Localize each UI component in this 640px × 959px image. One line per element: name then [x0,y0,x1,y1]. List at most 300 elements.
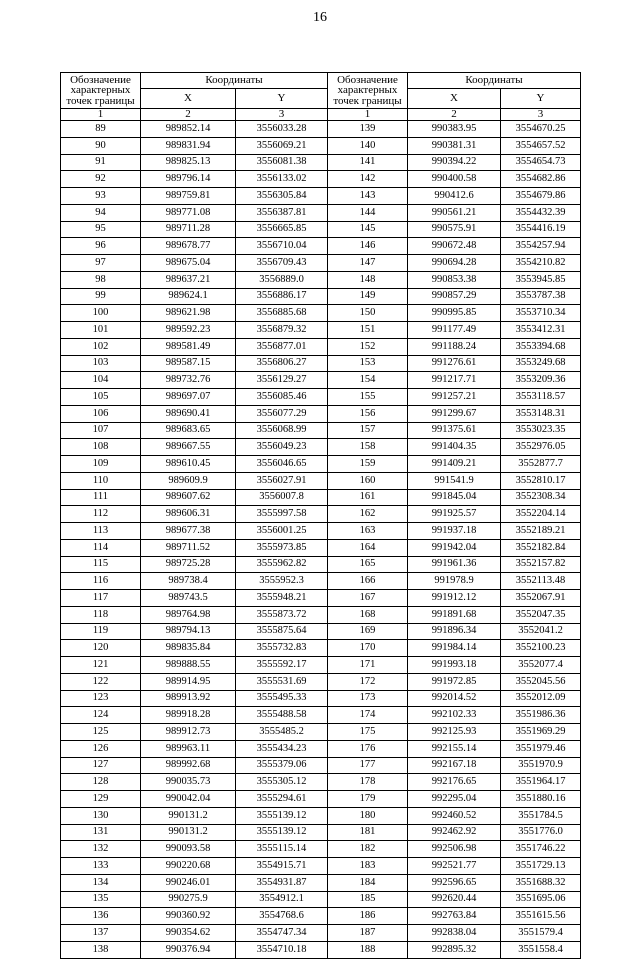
x-coordinate-cell: 989963.11 [141,740,236,757]
x-coordinate-cell: 991404.35 [408,439,501,456]
x-coordinate-cell: 989711.28 [141,221,236,238]
x-coordinate-cell: 989852.14 [141,121,236,138]
point-id-cell: 178 [328,774,408,791]
page-number: 16 [313,10,327,25]
table-row [61,539,581,556]
y-coordinate-cell: 3554257.94 [501,238,581,255]
x-coordinate-cell: 989621.98 [141,305,236,322]
point-id-cell: 99 [61,288,141,305]
table-row [61,925,581,942]
point-id-cell: 106 [61,405,141,422]
point-id-cell: 112 [61,506,141,523]
x-coordinate-cell: 989690.41 [141,405,236,422]
point-id-cell: 148 [328,271,408,288]
point-id-cell: 186 [328,908,408,925]
x-coordinate-cell: 991188.24 [408,338,501,355]
x-coordinate-cell: 989825.13 [141,154,236,171]
y-coordinate-cell: 3553710.34 [501,305,581,322]
point-id-cell: 142 [328,171,408,188]
y-coordinate-cell: 3551558.4 [501,941,581,958]
x-coordinate-cell: 991299.67 [408,405,501,422]
table-row [61,858,581,875]
point-id-cell: 122 [61,673,141,690]
y-coordinate-cell: 3556001.25 [236,523,328,540]
point-id-cell: 91 [61,154,141,171]
x-coordinate-cell: 989835.84 [141,640,236,657]
point-id-cell: 127 [61,757,141,774]
y-coordinate-cell: 3552189.21 [501,523,581,540]
header-x-right: X [408,89,501,109]
x-coordinate-cell: 991942.04 [408,539,501,556]
point-id-cell: 95 [61,221,141,238]
y-coordinate-cell: 3555997.58 [236,506,328,523]
point-id-cell: 137 [61,925,141,942]
point-id-cell: 147 [328,255,408,272]
table-row [61,673,581,690]
x-coordinate-cell: 989581.49 [141,338,236,355]
y-coordinate-cell: 3556889.0 [236,271,328,288]
y-coordinate-cell: 3553118.57 [501,389,581,406]
table-row [61,204,581,221]
point-id-cell: 140 [328,137,408,154]
y-coordinate-cell: 3551964.17 [501,774,581,791]
point-id-cell: 159 [328,456,408,473]
x-coordinate-cell: 989914.95 [141,673,236,690]
x-coordinate-cell: 990376.94 [141,941,236,958]
y-coordinate-cell: 3554912.1 [236,891,328,908]
y-coordinate-cell: 3551688.32 [501,874,581,891]
point-id-cell: 130 [61,807,141,824]
x-coordinate-cell: 990246.01 [141,874,236,891]
y-coordinate-cell: 3555434.23 [236,740,328,757]
y-coordinate-cell: 3554915.71 [236,858,328,875]
y-coordinate-cell: 3556886.17 [236,288,328,305]
x-coordinate-cell: 989683.65 [141,422,236,439]
x-coordinate-cell: 991375.61 [408,422,501,439]
point-id-cell: 109 [61,456,141,473]
y-coordinate-cell: 3551729.13 [501,858,581,875]
y-coordinate-cell: 3553787.38 [501,288,581,305]
header-y-left: Y [236,89,328,109]
point-id-cell: 110 [61,472,141,489]
point-id-cell: 143 [328,188,408,205]
point-id-cell: 129 [61,791,141,808]
point-id-cell: 181 [328,824,408,841]
point-id-cell: 96 [61,238,141,255]
x-coordinate-cell: 992462.92 [408,824,501,841]
x-coordinate-cell: 992014.52 [408,690,501,707]
y-coordinate-cell: 3555592.17 [236,657,328,674]
x-coordinate-cell: 991541.9 [408,472,501,489]
point-id-cell: 128 [61,774,141,791]
x-coordinate-cell: 991177.49 [408,322,501,339]
y-coordinate-cell: 3553148.31 [501,405,581,422]
table-row [61,456,581,473]
table-row [61,774,581,791]
header-y-right: Y [501,89,581,109]
table-row [61,523,581,540]
y-coordinate-cell: 3556387.81 [236,204,328,221]
y-coordinate-cell: 3551776.0 [501,824,581,841]
point-id-cell: 125 [61,724,141,741]
x-coordinate-cell: 990857.29 [408,288,501,305]
point-id-cell: 184 [328,874,408,891]
x-coordinate-cell: 989697.07 [141,389,236,406]
header-point-label-right: Обозначение характерных точек границы [328,73,408,109]
table-row [61,171,581,188]
y-coordinate-cell: 3554682.86 [501,171,581,188]
point-id-cell: 169 [328,623,408,640]
x-coordinate-cell: 990383.95 [408,121,501,138]
table-row [61,422,581,439]
x-coordinate-cell: 990853.38 [408,271,501,288]
y-coordinate-cell: 3553394.68 [501,338,581,355]
table-row [61,807,581,824]
point-id-cell: 185 [328,891,408,908]
y-coordinate-cell: 3556077.29 [236,405,328,422]
point-id-cell: 94 [61,204,141,221]
point-id-cell: 156 [328,405,408,422]
y-coordinate-cell: 3551986.36 [501,707,581,724]
x-coordinate-cell: 992506.98 [408,841,501,858]
point-id-cell: 119 [61,623,141,640]
point-id-cell: 108 [61,439,141,456]
y-coordinate-cell: 3555305.12 [236,774,328,791]
header-col-number: 2 [141,109,236,121]
y-coordinate-cell: 3555495.33 [236,690,328,707]
y-coordinate-cell: 3551746.22 [501,841,581,858]
point-id-cell: 164 [328,539,408,556]
point-id-cell: 174 [328,707,408,724]
point-id-cell: 145 [328,221,408,238]
table-row [61,355,581,372]
x-coordinate-cell: 990354.62 [141,925,236,942]
table-row [61,640,581,657]
y-coordinate-cell: 3551695.06 [501,891,581,908]
y-coordinate-cell: 3554931.87 [236,874,328,891]
table-row [61,389,581,406]
table-row [61,891,581,908]
x-coordinate-cell: 990220.68 [141,858,236,875]
header-coordinates-left: Координаты [141,73,328,89]
point-id-cell: 115 [61,556,141,573]
y-coordinate-cell: 3552182.84 [501,539,581,556]
y-coordinate-cell: 3556709.43 [236,255,328,272]
y-coordinate-cell: 3555962.82 [236,556,328,573]
point-id-cell: 170 [328,640,408,657]
y-coordinate-cell: 3556085.46 [236,389,328,406]
point-id-cell: 121 [61,657,141,674]
y-coordinate-cell: 3552308.34 [501,489,581,506]
y-coordinate-cell: 3552067.91 [501,590,581,607]
y-coordinate-cell: 3556129.27 [236,372,328,389]
table-row [61,305,581,322]
y-coordinate-cell: 3552113.48 [501,573,581,590]
x-coordinate-cell: 991891.68 [408,606,501,623]
y-coordinate-cell: 3554654.73 [501,154,581,171]
x-coordinate-cell: 989888.55 [141,657,236,674]
point-id-cell: 179 [328,791,408,808]
y-coordinate-cell: 3555875.64 [236,623,328,640]
point-id-cell: 149 [328,288,408,305]
point-id-cell: 118 [61,606,141,623]
x-coordinate-cell: 989624.1 [141,288,236,305]
y-coordinate-cell: 3551969.29 [501,724,581,741]
point-id-cell: 182 [328,841,408,858]
x-coordinate-cell: 989764.98 [141,606,236,623]
x-coordinate-cell: 989609.9 [141,472,236,489]
x-coordinate-cell: 990381.31 [408,137,501,154]
point-id-cell: 97 [61,255,141,272]
x-coordinate-cell: 992895.32 [408,941,501,958]
point-id-cell: 155 [328,389,408,406]
y-coordinate-cell: 3556033.28 [236,121,328,138]
x-coordinate-cell: 989794.13 [141,623,236,640]
point-id-cell: 117 [61,590,141,607]
y-coordinate-cell: 3554710.18 [236,941,328,958]
header-point-label-left: Обозначение характерных точек границы [61,73,141,109]
x-coordinate-cell: 990093.58 [141,841,236,858]
y-coordinate-cell: 3553412.31 [501,322,581,339]
x-coordinate-cell: 990394.22 [408,154,501,171]
y-coordinate-cell: 3552077.4 [501,657,581,674]
point-id-cell: 171 [328,657,408,674]
table-row [61,623,581,640]
x-coordinate-cell: 992167.18 [408,757,501,774]
point-id-cell: 113 [61,523,141,540]
table-row [61,791,581,808]
point-id-cell: 161 [328,489,408,506]
x-coordinate-cell: 992295.04 [408,791,501,808]
x-coordinate-cell: 991993.18 [408,657,501,674]
point-id-cell: 89 [61,121,141,138]
x-coordinate-cell: 991912.12 [408,590,501,607]
x-coordinate-cell: 989606.31 [141,506,236,523]
point-id-cell: 146 [328,238,408,255]
y-coordinate-cell: 3556885.68 [236,305,328,322]
x-coordinate-cell: 989913.92 [141,690,236,707]
table-row [61,590,581,607]
y-coordinate-cell: 3551979.46 [501,740,581,757]
y-coordinate-cell: 3556665.85 [236,221,328,238]
y-coordinate-cell: 3553023.35 [501,422,581,439]
point-id-cell: 162 [328,506,408,523]
x-coordinate-cell: 991409.21 [408,456,501,473]
y-coordinate-cell: 3553945.85 [501,271,581,288]
x-coordinate-cell: 991925.57 [408,506,501,523]
y-coordinate-cell: 3551579.4 [501,925,581,942]
point-id-cell: 131 [61,824,141,841]
y-coordinate-cell: 3555485.2 [236,724,328,741]
point-id-cell: 139 [328,121,408,138]
x-coordinate-cell: 989592.23 [141,322,236,339]
point-id-cell: 150 [328,305,408,322]
header-col-number: 2 [408,109,501,121]
table-row [61,238,581,255]
point-id-cell: 141 [328,154,408,171]
table-row [61,824,581,841]
x-coordinate-cell: 989587.15 [141,355,236,372]
point-id-cell: 104 [61,372,141,389]
x-coordinate-cell: 990275.9 [141,891,236,908]
point-id-cell: 172 [328,673,408,690]
table-row [61,740,581,757]
y-coordinate-cell: 3556069.21 [236,137,328,154]
point-id-cell: 103 [61,355,141,372]
x-coordinate-cell: 991972.85 [408,673,501,690]
y-coordinate-cell: 3556081.38 [236,154,328,171]
x-coordinate-cell: 989677.38 [141,523,236,540]
point-id-cell: 136 [61,908,141,925]
x-coordinate-cell: 990672.48 [408,238,501,255]
x-coordinate-cell: 992102.33 [408,707,501,724]
point-id-cell: 151 [328,322,408,339]
table-row [61,121,581,138]
y-coordinate-cell: 3556049.23 [236,439,328,456]
table-row [61,874,581,891]
point-id-cell: 102 [61,338,141,355]
x-coordinate-cell: 991845.04 [408,489,501,506]
x-coordinate-cell: 989831.94 [141,137,236,154]
x-coordinate-cell: 989743.5 [141,590,236,607]
x-coordinate-cell: 991217.71 [408,372,501,389]
point-id-cell: 93 [61,188,141,205]
x-coordinate-cell: 991961.36 [408,556,501,573]
x-coordinate-cell: 990694.28 [408,255,501,272]
x-coordinate-cell: 990400.58 [408,171,501,188]
y-coordinate-cell: 3555294.61 [236,791,328,808]
x-coordinate-cell: 989796.14 [141,171,236,188]
table-row [61,472,581,489]
point-id-cell: 157 [328,422,408,439]
table-row [61,137,581,154]
point-id-cell: 173 [328,690,408,707]
y-coordinate-cell: 3556806.27 [236,355,328,372]
table-row [61,724,581,741]
x-coordinate-cell: 991896.34 [408,623,501,640]
header-col-number: 3 [501,109,581,121]
point-id-cell: 132 [61,841,141,858]
table-row [61,606,581,623]
table-row [61,188,581,205]
x-coordinate-cell: 990575.91 [408,221,501,238]
x-coordinate-cell: 989918.28 [141,707,236,724]
y-coordinate-cell: 3555139.12 [236,824,328,841]
x-coordinate-cell: 989992.68 [141,757,236,774]
table-row [61,338,581,355]
table-row [61,690,581,707]
point-id-cell: 187 [328,925,408,942]
coordinates-table [60,72,581,959]
point-id-cell: 167 [328,590,408,607]
point-id-cell: 183 [328,858,408,875]
header-coordinates-right: Координаты [408,73,581,89]
x-coordinate-cell: 992125.93 [408,724,501,741]
point-id-cell: 138 [61,941,141,958]
y-coordinate-cell: 3552041.2 [501,623,581,640]
header-col-number: 3 [236,109,328,121]
point-id-cell: 180 [328,807,408,824]
point-id-cell: 114 [61,539,141,556]
point-id-cell: 188 [328,941,408,958]
y-coordinate-cell: 3556710.04 [236,238,328,255]
point-id-cell: 158 [328,439,408,456]
x-coordinate-cell: 989607.62 [141,489,236,506]
point-id-cell: 98 [61,271,141,288]
x-coordinate-cell: 990131.2 [141,824,236,841]
y-coordinate-cell: 3555732.83 [236,640,328,657]
x-coordinate-cell: 989667.55 [141,439,236,456]
y-coordinate-cell: 3554657.52 [501,137,581,154]
point-id-cell: 134 [61,874,141,891]
y-coordinate-cell: 3555948.21 [236,590,328,607]
point-id-cell: 175 [328,724,408,741]
point-id-cell: 120 [61,640,141,657]
y-coordinate-cell: 3555139.12 [236,807,328,824]
point-id-cell: 154 [328,372,408,389]
point-id-cell: 168 [328,606,408,623]
x-coordinate-cell: 989759.81 [141,188,236,205]
y-coordinate-cell: 3555488.58 [236,707,328,724]
point-id-cell: 124 [61,707,141,724]
table-row [61,288,581,305]
table-row [61,657,581,674]
x-coordinate-cell: 989610.45 [141,456,236,473]
x-coordinate-cell: 990035.73 [141,774,236,791]
x-coordinate-cell: 992176.65 [408,774,501,791]
table-row [61,908,581,925]
x-coordinate-cell: 990412.6 [408,188,501,205]
point-id-cell: 107 [61,422,141,439]
x-coordinate-cell: 991276.61 [408,355,501,372]
y-coordinate-cell: 3555952.3 [236,573,328,590]
y-coordinate-cell: 3551784.5 [501,807,581,824]
y-coordinate-cell: 3552045.56 [501,673,581,690]
x-coordinate-cell: 990360.92 [141,908,236,925]
y-coordinate-cell: 3552047.35 [501,606,581,623]
table-row [61,255,581,272]
point-id-cell: 90 [61,137,141,154]
point-id-cell: 166 [328,573,408,590]
point-id-cell: 144 [328,204,408,221]
y-coordinate-cell: 3555115.14 [236,841,328,858]
point-id-cell: 111 [61,489,141,506]
x-coordinate-cell: 990131.2 [141,807,236,824]
x-coordinate-cell: 992763.84 [408,908,501,925]
y-coordinate-cell: 3553249.68 [501,355,581,372]
table-row [61,841,581,858]
table-row [61,271,581,288]
y-coordinate-cell: 3553209.36 [501,372,581,389]
x-coordinate-cell: 990042.04 [141,791,236,808]
point-id-cell: 116 [61,573,141,590]
y-coordinate-cell: 3555379.06 [236,757,328,774]
y-coordinate-cell: 3554670.25 [501,121,581,138]
x-coordinate-cell: 992596.65 [408,874,501,891]
table-row [61,489,581,506]
y-coordinate-cell: 3556133.02 [236,171,328,188]
y-coordinate-cell: 3551615.56 [501,908,581,925]
point-id-cell: 160 [328,472,408,489]
x-coordinate-cell: 989771.08 [141,204,236,221]
x-coordinate-cell: 991984.14 [408,640,501,657]
x-coordinate-cell: 990995.85 [408,305,501,322]
point-id-cell: 163 [328,523,408,540]
x-coordinate-cell: 991937.18 [408,523,501,540]
point-id-cell: 152 [328,338,408,355]
table-body [61,121,581,959]
x-coordinate-cell: 992460.52 [408,807,501,824]
